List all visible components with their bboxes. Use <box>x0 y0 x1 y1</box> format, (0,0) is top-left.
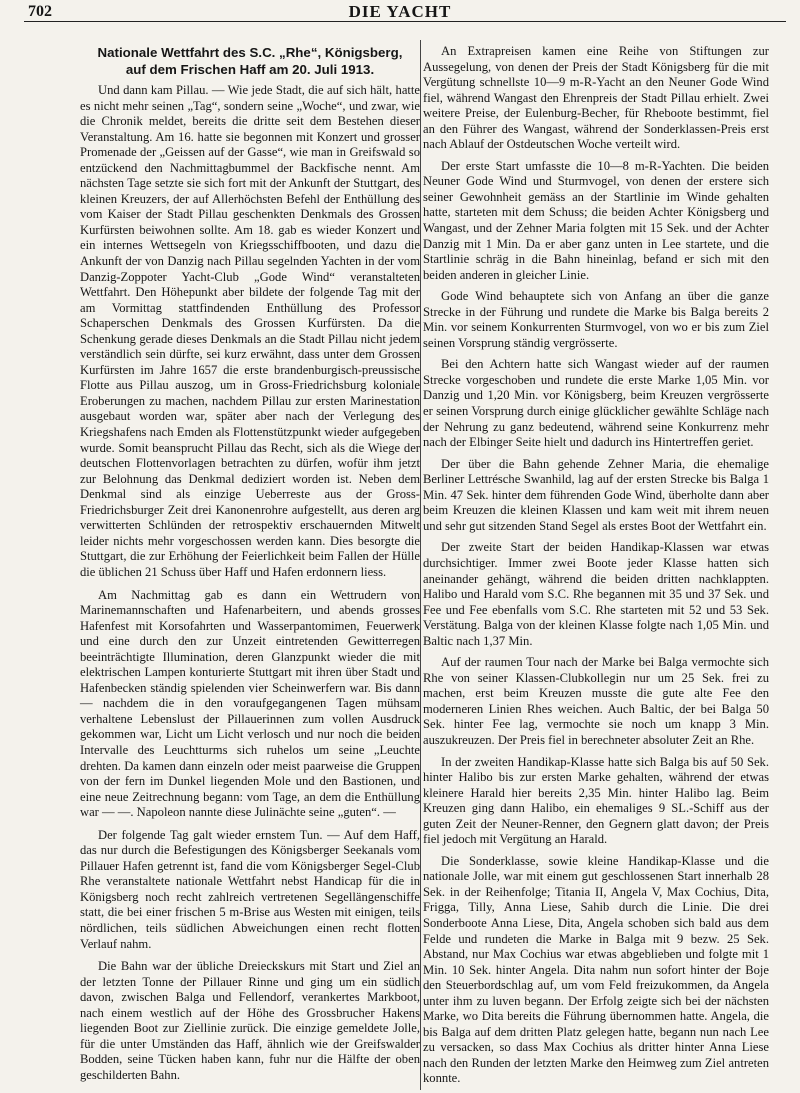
paragraph: An Extrapreisen kamen eine Reihe von Stiftungen zur Aussegelung, von denen der Preis der Stadt Königsberg für die mit Vergütung schnellste 10—9 m-R-Yacht an den Neuner Gode Wind fiel, während Wangast den Ehrenpreis der Stadt Pillau erhielt. Zwei weitere Preise, der Eulenburg-Becher, für Rheboote bestimmt, fiel an den Führer des Wangast, während der Sonderklassen-Preis erst nach Ablauf der Ostdeutschen Woche verteilt wird. <box>423 44 769 152</box>
article-title-line-2: auf dem Frischen Haff am 20. Juli 1913. <box>125 62 375 77</box>
paragraph: Auf der raumen Tour nach der Marke bei Balga vermochte sich Rhe von seiner Klassen-Clubkollegin nur um 25 Sek. frei zu machen, erst beim Kreuzen musste die gute alte Fee den moderneren Linien Rhes weichen. Auch Baltic, der bei Balga 50 Sek. hinter Fee lag, vermochte sie noch um knapp 3 Min. auszukreuzen. Der Preis fiel in berechneter absoluter Zeit an Rhe. <box>423 655 769 747</box>
column-divider <box>420 40 421 1090</box>
right-column <box>423 44 769 1093</box>
paragraph: Bei den Achtern hatte sich Wangast wieder auf der raumen Strecke vorgeschoben und rundete die erste Marke 1,05 Min. vor Danzig und 1,20 Min. vor Königsberg, beim Kreuzen vergrösserte er seinen Vorsprung durch einige glücklicher gewählte Schläge nach der Nehrung zu ganz bedeutend, während seine Konkurrenz mehr nach der Elbinger Seite hielt und dadurch ins Hintertreffen geriet. <box>423 357 769 450</box>
paragraph: Der über die Bahn gehende Zehner Maria, die ehemalige Berliner Lettrésche Swanhild, lag auf der ersten Strecke bis Balga 1 Min. 47 Sek. hinter dem führenden Gode Wind, überholte dann aber beim Kreuzen die kleinen Klassen und kam weit mit ihrem neuen und sehr gut sitzenden Stand Segel als erstes Boot der Wettfahrt ein. <box>423 456 769 533</box>
paragraph: Am Nachmittag gab es dann ein Wettrudern von Marinemannschaften und Hafenarbeitern, und abends grosses Hafenfest mit Korsofahrten und Wasserpantomimen, Feuerwerk und eine durch den zur Unzeit eintretenden Gewitterregen beeinträchtigte Illumination, deren Glanzpunkt wieder die mit elektrischen Lampen konturierte Stuttgart mit ihren über Stadt und Hafenbecken ständig spielenden vier Scheinwerfern war. Bis dann — nachdem die in den voraufgegangenen Tagen mühsam verhaltene Lebenslust der Pillauerinnen zum vollen Ausdruck gekommen war, Licht um Licht verlosch und nur noch die beiden Intervalle des Leuchtturms sich ruhelos um seine „Leuchte drehten. Da kamen dann einzeln oder meist paarweise die Gruppen von der fern im Dunkel liegenden Mole und den Bastionen, und eine neue Zeitrechnung begann: vom Tage, an dem die Enthüllung war — —. Napoleon nannte diese Julinächte seine „guten“. — <box>80 587 420 820</box>
paragraph: Der zweite Start der beiden Handikap-Klassen war etwas durchsichtiger. Immer zwei Boote jeder Klasse hatten sich aneinander gehängt, während die beiden dritten nachklappten. Halibo und Harald vom S.C. Rhe begannen mit 35 und 37 Sek. und Fee und Fee ebenfalls vom S.C. Rhe starteten mit 52 und 53 Sek. Verstätung. Balga von der kleinen Klasse folgte nach 1,05 Min. und Baltic nach 1,37 Min. <box>423 540 769 648</box>
paragraph: Der erste Start umfasste die 10—8 m-R-Yachten. Die beiden Neuner Gode Wind und Sturmvogel, von denen der erstere sich seiner Gewohnheit gemäss an der Startlinie im Winde gehalten hatte, starteten mit dem Schuss; die beiden Achter Königsberg und Wangast, und der Zehner Maria folgten mit 15 Sek. und der Achter Danzig mit 1 Min. Da er aber ganz unten in Lee startete, und die Startlinie schräg in die Bahn hineinlag, befand er sich mit den beiden anderen in gleicher Linie. <box>423 158 769 282</box>
paragraph: Gode Wind behauptete sich von Anfang an über die ganze Strecke in der Führung und rundete die Marke bis Balga bereits 2 Min. vor seinem Konkurrenten Sturmvogel, von wo er bis zum Ziel seinen Vorsprung ständig vergrösserte. <box>423 289 769 350</box>
article-title-line-1: Nationale Wettfahrt des S.C. „Rhe“, Königsberg, <box>97 45 403 60</box>
left-column <box>80 44 420 1090</box>
paragraph: Die Bahn war der übliche Dreieckskurs mit Start und Ziel an der letzten Tonne der Pillauer Rinne und ging um ein südlich davon, zwischen Balga und Fellendorf, verankertes Markboot, nach einem westlich auf der Höhe des Grossbrucher Hakens liegenden Boot zur Ziellinie zurück. Die einzige gemeldete Jolle, für die unter Umständen das Haff, ähnlich wie der Greifswalder Bodden, seine Tücken haben kann, fuhr nur die Hälfte der oben geschilderten Bahn. <box>80 959 420 1082</box>
paragraph: Und dann kam Pillau. — Wie jede Stadt, die auf sich hält, hatte es nicht mehr seinen „Tag“, sondern seine „Woche“, und zwar, wie die Chronik meldet, bereits die dritte seit dem Bestehen dieser Veranstaltung. Am 16. hatte sie begonnen mit Konzert und grosser Promenade der „Geissen auf der Gasse“, wie man in Greifswald so entzückend den Nachmittagbummel der Backfische nennt. Am nächsten Tage setzte sie sich fort mit der Ankunft der Stuttgart, des kleinen Kreuzers, der auf Allerhöchsten Befehl der Enthüllung des vom Kaiser der Stadt Pillau geschenkten Denkmals des Grossen Kurfürsten beiwohnen sollte. Am 18. gab es wieder Konzert und ein internes Wettsegeln von Kriegsschiffbooten, und dazu die Ankunft der von Danzig nach Pillau segelnden Yachten in der vom Danzig-Zoppoter Yacht-Club „Gode Wind“ veranstalteten Wettfahrt. Den Höhepunkt aber bildete der folgende Tag mit der am Vormittag stattfindenden Enthüllung des Professor Schaperschen Denkmals des Grossen Kurfürsten. Da die Schenkung gerade dieses Denkmals an die Stadt Pillau nicht jedem verständlich sein dürfte, sei kurz erwähnt, dass unter dem Grossen Kurfürsten im Jahre 1657 die erste brandenburgisch-preussische Flotte aus Pillau auszog, um in Gross-Friedrichsburg koloniale Eroberungen zu machen, nachdem Pillau zur ersten Marinestation ausgebaut worden war, später aber nach der Verlegung des Kriegshafens nach Emden als Flottenstützpunkt wieder aufgegeben wurde. Somit beansprucht Pillau das Recht, sich als die Wiege der deutschen Flottenvorlagen betrachten zu dürfen, wofür ihm jetzt zur Belohnung das Denkmal dediziert worden ist. Neben dem Denkmal sind als einzige Ueberreste aus der Gross-Friedrichsburger Zeit drei Kanonenrohre aufgestellt, aus deren arg verwitterten Schlünden der retrospektiv erschauernden Mitwelt leider nichts mehr vorgeschossen werden kann. Dies besorgte die Stuttgart, die zur Erhöhung der Feierlichkeit beim Fallen der Hülle die üblichen 21 Schuss über Haff und Hafen erdonnern liess. <box>80 83 420 579</box>
article-title <box>80 44 420 78</box>
page-number: 702 <box>28 3 52 20</box>
paragraph: In der zweiten Handikap-Klasse hatte sich Balga bis auf 50 Sek. hinter Halibo bis zur ersten Marke gehalten, während der etwas kleinere Harald hier bereits 2,35 Min. hinter Halibo lag. Beim Kreuzen ging dann Halibo, ein ehemaliges 9 SL.-Schiff aus der guten Zeit der Neuner-Renner, den Gegnern glatt davon; der Preis fiel jedoch mit Vergütung an Harald. <box>423 754 769 847</box>
page-header <box>0 0 800 24</box>
journal-title: DIE YACHT <box>348 2 452 21</box>
header-rule <box>24 21 786 22</box>
paragraph: Die Sonderklasse, sowie kleine Handikap-Klasse und die nationale Jolle, war mit einem gut geschlossenen Start innerhalb 28 Sek. in der Reihenfolge; Titania II, Angela V, Max Cochius, Dita, Frigga, Tilly, Anna Liese, Sahib durch die Linie. Die drei Sonderboote Anna Liese, Dita, Angela schoben sich bald aus dem Felde und rundeten die Marke in Balga mit 9 bezw. 25 Sek. Abstand, nur Max Cochius war etwas abgeblieben und folgte mit 1 Min. 10 Sek. hinter Angela. Dita nahm nun sofort hinter der Boje den Steuerbordschlag auf, um vom Feld freizukommen, da Angela unter ihm zu luven begann. Der Erfolg zeigte sich bei der nächsten Marke, wo Dita bereits die Führung übernommen hatte. Angela, die bis Balga auf dem dritten Platz gelegen hatte, begann nun nach Lee zu versacken, so dass Max Cochius als dritter hinter Anna Liese nach den Runden der letzten Marke den Heimweg zum Ziel antreten konnte. <box>423 853 769 1086</box>
paragraph: Der folgende Tag galt wieder ernstem Tun. — Auf dem Haff, das nur durch die Befestigungen des Königsberger Seekanals vom Pillauer Hafen getrennt ist, fand die vom Königsberger Segel-Club Rhe veranstaltete nationale Wettfahrt nebst Handicap für die in Königsberg noch recht zahlreich vertretenen Segellängenschiffe statt, die bei einer frischen 5 m-Brise aus Westen mit einigen, teils nördlichen, teils südlichen Abweichungen einen recht flotten Verlauf nahm. <box>80 827 420 951</box>
